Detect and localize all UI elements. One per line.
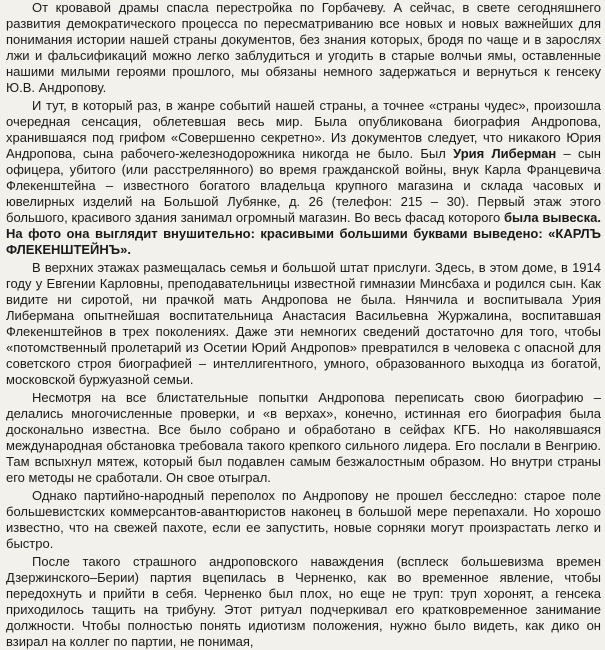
paragraph-4-text: Несмотря на все блистательные попытки Андропова переписать свою биографию – делались многочисленные проверки, и «в верхах», конечно, истинная его биография была досконально известна. Все было собрано и обработано в сейфах КГБ. Но наколявшаяся международная обстановка требовала такого крепкого сильного лидера. Его послали в Венгрию. Там вспыхнул мятеж, который был подавлен самым безжалостным образом. Но внутри страны его методы не сработали. Он свое отыграл.	[6, 390, 601, 485]
paragraph-1	[6, 0, 601, 96]
paragraph-2-text-b: – сын офицера, убитого (или расстрелянного) во время гражданской войны, внук Карла Францевича Флекенштейна – известного богатого владельца крупного магазина и склада часовых и ювелирных изделий на Большой Лубянке, д. 26 (телефон: 215 – 30). Первый этаж этого большого, красивого здания занимал огромный магазин. Во весь фасад которого	[6, 146, 601, 225]
paragraph-3-text: В верхних этажах размещалась семья и большой штат прислуги. Здесь, в этом доме, в 1914 году у Евгении Карловны, преподавательницы известной гимназии Минсбаха и родился сын. Как видите ни сиротой, ни прачкой мать Андропова не была. Нянчила и воспитывала Урия Либермана опытнейшая воспитательница Анастасия Васильевна Журжалина, воспитавшая Флекенштейнов в трех поколениях. Даже эти немногих сведений достаточно для того, чтобы «потомственный пролетарий из Осетии Юрий Андропов» превратился в человека с опасной для советского строя биографией – интеллигентного, умного, образованного выходца из богатой, московской буржуазной семьи.	[6, 260, 601, 387]
paragraph-3	[6, 260, 601, 388]
paragraph-2-text-a: И тут, в который раз, в жанре событий нашей страны, а точнее «страны чудес», произошла очередная сенсация, облетевшая весь мир. Была опубликована биография Андропова, хранившаяся под грифом «Совершенно секретно». Из документов следует, что никакого Юрия Андропова, сына рабочего-железнодорожника никогда не было. Был	[6, 98, 601, 161]
paragraph-6-text: После такого страшного андроповского наваждения (всплеск большевизма времен Дзержинского–Берии) партия вцепилась в Черненко, как во временное явление, чтобы передохнуть и прийти в себя. Черненко был плох, но еще не труп: труп хоронят, а генсека приходилось тащить на трибуну. Этот ритуал подчеркивал его кратковременное занимание должности. Чтобы полностью понять идиотизм положения, нужно было видеть, как дико он взирал на коллег по партии, не понимая,	[6, 554, 601, 649]
paragraph-5-text: Однако партийно-народный переполох по Андропову не прошел бесследно: старое поле большевистских коммерсантов-авантюристов наконец в большой мере перепахали. Но хорошо известно, что на свежей пахоте, если ее запустить, новые сорняки могут произрастать легко и быстро.	[6, 488, 601, 551]
paragraph-1-text: От кровавой драмы спасла перестройка по Горбачеву. А сейчас, в свете сегодняшнего развития демократического процесса по пересматриванию все новых и новых важнейших для понимания истории нашей страны документов, без знания которых, бродя по чаще и в зарослях лжи и фальсификаций можно легко заблудиться и угодить в старые волчьи ямы, оставленные нашими милыми героями прошлого, мы обязаны немного задержаться и вернуться к генсеку Ю.В. Андропову.	[6, 0, 601, 95]
paragraph-6	[6, 554, 601, 650]
sign-description: была вывеска. На фото она выглядит внушительно: красивыми большими буквами выведено: «КАРЛЪ ФЛЕКЕНШТЕЙНЪ».	[6, 210, 601, 257]
paragraph-4	[6, 390, 601, 486]
paragraph-2	[6, 98, 601, 258]
name-liberman: Урия Либерман	[453, 146, 557, 161]
paragraph-5	[6, 488, 601, 552]
